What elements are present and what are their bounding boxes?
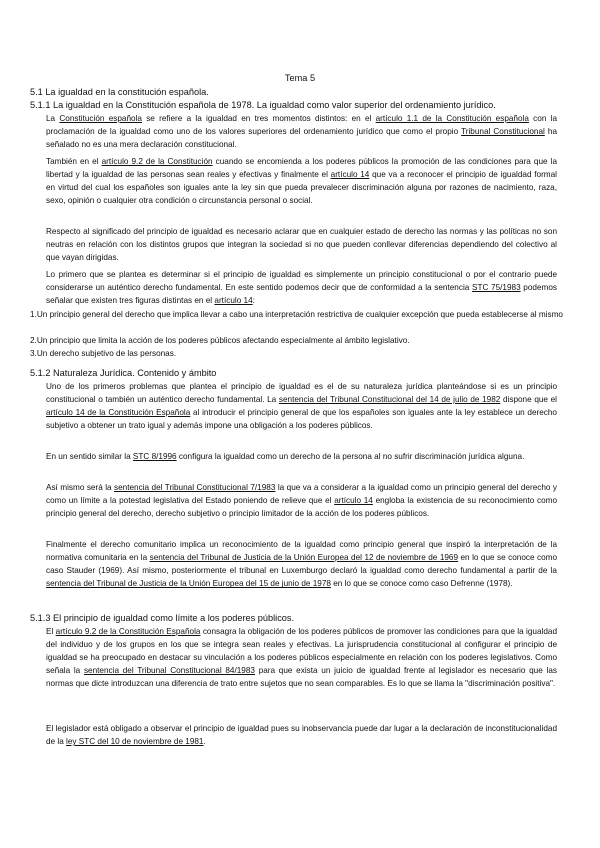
list-item-text: 1.Un principio general del derecho que implica llevar a cabo una interpretación restrictiva de cualquier excepción que pueda establecerse al mismo (30, 310, 563, 319)
list-item (30, 308, 563, 321)
paragraph: También en el artículo 9.2 de la Constitución cuando se encomienda a los poderes públicos la promoción de las condiciones para que la libertad y la igualdad de las personas sean reales y efectivas y finalmente el artículo 14 que va a reconocer el principio de igualdad formal en virtud del cual los españoles son iguales ante la ley sin que pueda prevalecer discriminación alguna por razones de nacimiento, raza, sexo, opinión o cualquier otra condición o circunstancia personal o social. (46, 157, 557, 206)
underlined-reference: artículo 14 (334, 496, 373, 506)
underlined-reference: sentencia del Tribunal de Justicia de la Unión Europea del 15 de junio de 1978 (46, 579, 331, 589)
paragraph: Uno de los primeros problemas que plantea el principio de igualdad es el de su naturaleza jurídica planteándose si es un principio constitucional o también un auténtico derecho fundamental. La sentencia del Tribunal Constitucional del 14 de julio de 1982 dispone que el artículo 14 de la Constitución Española al introducir el principio general de que los españoles son iguales ante la ley establece un derecho subjetivo a obtener un trato igual y además impone una obligación a los poderes públicos. (46, 382, 558, 431)
paragraph: Respecto al significado del principio de igualdad es necesario aclarar que en cualquier estado de derecho las normas y las políticas no son neutras en relación con los distintos grupos que integran la sociedad si no que pueden conllevar diferencias dependiendo del colectivo al que vayan dirigidas. (46, 227, 557, 263)
underlined-reference: artículo 14 (330, 170, 370, 180)
paragraph: Así mismo será la sentencia del Tribunal Constitucional 7/1983 la que va a considerar a la igualdad como un principio general del derecho y como un límite a la potestad legislativa del Estado poniendo de relieve que el artículo 14 engloba la existencia de su reconocimiento como principio general del derecho, derecho subjetivo o principio limitador de la acción de los poderes públicos. (46, 483, 558, 519)
list-item: 2.Un principio que limita la acción de los poderes públicos afectando especialmente al ámbito legislativo. (30, 336, 410, 345)
underlined-reference: Tribunal Constitucional (461, 127, 545, 137)
paragraph: Lo primero que se plantea es determinar si el principio de igualdad es simplemente un principio constitucional o por el contrario puede considerarse un auténtico derecho fundamental. En este sentido podemos decir que de conformidad a la sentencia STC 75/1983 podemos señalar que existen tres figuras distintas en el artículo 14: (46, 270, 557, 306)
paragraph: El artículo 9.2 de la Constitución Española consagra la obligación de los poderes públicos de promover las condiciones para que la igualdad del individuo y de los grupos en los que se integra sean reales y efectivas. La jurisprudencia constitucional al configurar el principio de igualdad se ha preocupado en destacar su vinculación a los poderes públicos especialmente en relación con los poderes legislativos. Como señala la sentencia del Tribunal Constitucional 84/1983 para que exista un juicio de igualdad frente al legislador es necesario que las normas que dicte introduzcan una diferencia de trato entre sujetos que no sean comparables. Es lo que se llama la "discriminación positiva". (46, 627, 557, 689)
underlined-reference: sentencia del Tribunal Constitucional 7/1983 (114, 483, 276, 492)
underlined-reference: artículo 1.1 de la Constitución española (375, 114, 529, 123)
list-item: 3.Un derecho subjetivo de las personas. (30, 349, 177, 358)
underlined-reference: Constitución española (59, 114, 142, 123)
underlined-reference: artículo 14 (214, 296, 253, 306)
heading-5-1-1: 5.1.1 La igualdad en la Constitución española de 1978. La igualdad como valor superior del ordenamiento jurídico. (30, 100, 496, 110)
underlined-reference: sentencia del Tribunal Constitucional 84/1983 (83, 666, 255, 676)
document-title: Tema 5 (284, 73, 316, 83)
underlined-reference: sentencia del Tribunal Constitucional del 14 de julio de 1982 (278, 395, 501, 405)
heading-5-1: 5.1 La igualdad en la constitución española. (30, 87, 209, 97)
underlined-reference: STC 75/1983 (471, 283, 521, 293)
underlined-reference: ley STC del 10 de noviembre de 1981 (66, 737, 204, 747)
heading-5-1-3: 5.1.3 El principio de igualdad como límite a los poderes públicos. (30, 613, 295, 623)
underlined-reference: STC 8/1996 (132, 452, 177, 461)
underlined-reference: sentencia del Tribunal de Justicia de la Unión Europea del 12 de noviembre de 1969 (149, 553, 459, 563)
heading-5-1-2: 5.1.2 Naturaleza Jurídica. Contenido y ámbito (30, 368, 217, 378)
paragraph: El legislador está obligado a observar el principio de igualdad pues su inobservancia puede dar lugar a la declaración de inconstitucionalidad de la ley STC del 10 de noviembre de 1981. (46, 724, 557, 747)
paragraph: La Constitución española se refiere a la igualdad en tres momentos distintos: en el artículo 1.1 de la Constitución española con la proclamación de la igualdad como uno de los valores superiores del ordenamiento jurídico que como el propio Tribunal Constitucional ha señalado no es una mera declaración constitucional. (46, 114, 558, 150)
paragraph: Finalmente el derecho comunitario implica un reconocimiento de la igualdad como principio general que inspiró la interpretación de la normativa comunitaria en la sentencia del Tribunal de Justicia de la Unión Europea del 12 de noviembre de 1969 en lo que se conoce como caso Stauder (1969). Así mismo, posteriormente el tribunal en Luxemburgo declaró la igualdad como derecho fundamental a partir de la sentencia del Tribunal de Justicia de la Unión Europea del 15 de junio de 1978 en lo que se conoce como caso Defrenne (1978). (46, 540, 558, 589)
underlined-reference: artículo 14 de la Constitución Española (46, 408, 191, 418)
underlined-reference: artículo 9.2 de la Constitución (101, 157, 213, 166)
paragraph: En un sentido similar la STC 8/1996 configura la igualdad como un derecho de la persona al no sufrir discriminación jurídica alguna. (46, 452, 525, 461)
underlined-reference: artículo 9.2 de la Constitución Española (55, 627, 201, 636)
